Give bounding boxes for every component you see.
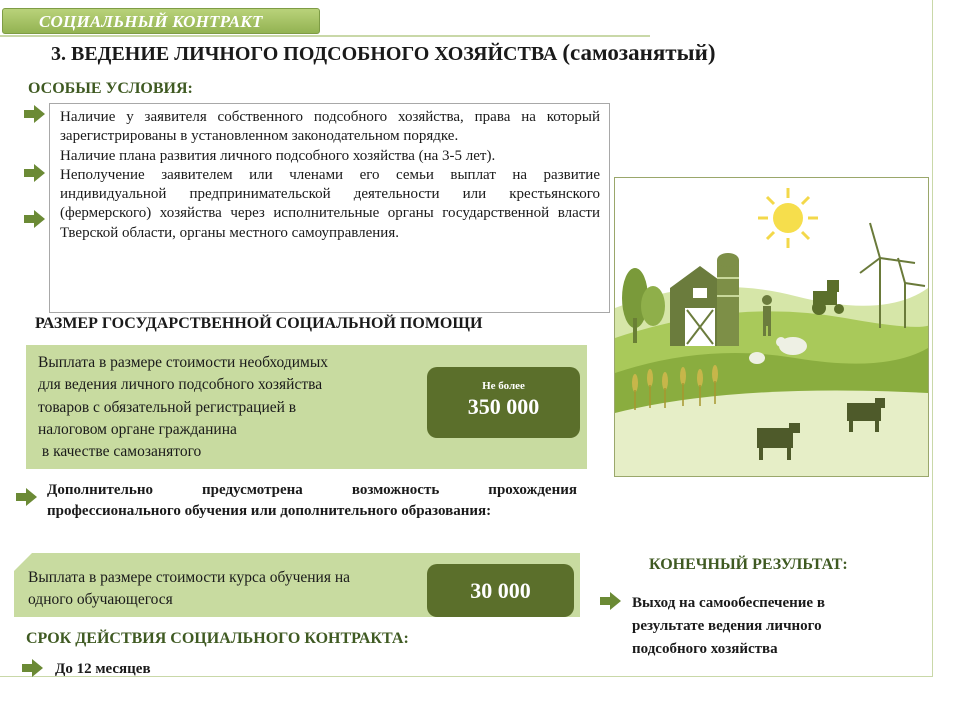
conditions-heading: ОСОБЫЕ УСЛОВИЯ:: [28, 80, 193, 97]
payment-line: Выплата в размере стоимости необходимых: [38, 354, 328, 371]
amount-badge: [427, 367, 580, 438]
frame-line-right: [932, 0, 933, 676]
extra-training-text: Дополнительно предусмотрена возможность прохождения профессионального обучения или дополнительного образования:: [47, 482, 577, 519]
section-tab: СОЦИАЛЬНЫЙ КОНТРАКТ: [2, 8, 320, 34]
payment-line: налоговом органе гражданина: [38, 420, 237, 438]
term-heading: СРОК ДЕЙСТВИЯ СОЦИАЛЬНОГО КОНТРАКТА:: [26, 630, 409, 647]
amount-badge-value: 350 000: [467, 394, 540, 419]
farm-illustration: [614, 177, 929, 477]
result-text: Выход на самообеспечение в результате ведения личного подсобного хозяйства: [632, 595, 825, 657]
amount-badge-label: Не более: [482, 380, 525, 392]
condition-item: Наличие у заявителя собственного подсобного хозяйства, права на который зарегистрированы в установленном законодательном порядке.: [60, 109, 600, 145]
condition-item: Наличие плана развития личного подсобного хозяйства (на 3-5 лет).: [60, 147, 496, 164]
term-value: До 12 месяцев: [55, 661, 151, 677]
title-main: 3. ВЕДЕНИЕ ЛИЧНОГО ПОДСОБНОГО ХОЗЯЙСТВА: [51, 43, 563, 65]
arrow-right-icon: [22, 659, 44, 677]
arrow-right-icon: [24, 105, 46, 123]
condition-item: Неполучение заявителем или членами его семьи выплат на развитие индивидуальной предпринимательской деятельности или крестьянского (фермерского) хозяйства через исполнительные органы государственной власти Тверской области, органы местного самоуправления.: [60, 166, 600, 241]
arrow-right-icon: [600, 592, 622, 610]
course-text: Выплата в размере стоимости курса обучения на одного обучающегося: [28, 569, 351, 608]
tab-underline: [0, 35, 650, 37]
arrow-right-icon: [24, 164, 46, 182]
payment-line: в качестве самозанятого: [38, 443, 202, 461]
payment-line: для ведения личного подсобного хозяйства: [38, 376, 323, 394]
page-title: [51, 40, 715, 66]
arrow-right-icon: [24, 210, 46, 228]
aid-heading: РАЗМЕР ГОСУДАРСТВЕННОЙ СОЦИАЛЬНОЙ ПОМОЩИ: [35, 315, 483, 332]
arrow-right-icon: [16, 488, 38, 506]
course-amount-badge: 30 000: [427, 564, 574, 617]
title-paren: (самозанятый): [562, 40, 716, 65]
conditions-box: [49, 103, 610, 313]
payment-text: [38, 352, 418, 463]
result-heading: КОНЕЧНЫЙ РЕЗУЛЬТАТ:: [649, 556, 848, 573]
payment-line: товаров с обязательной регистрацией в: [38, 398, 297, 416]
